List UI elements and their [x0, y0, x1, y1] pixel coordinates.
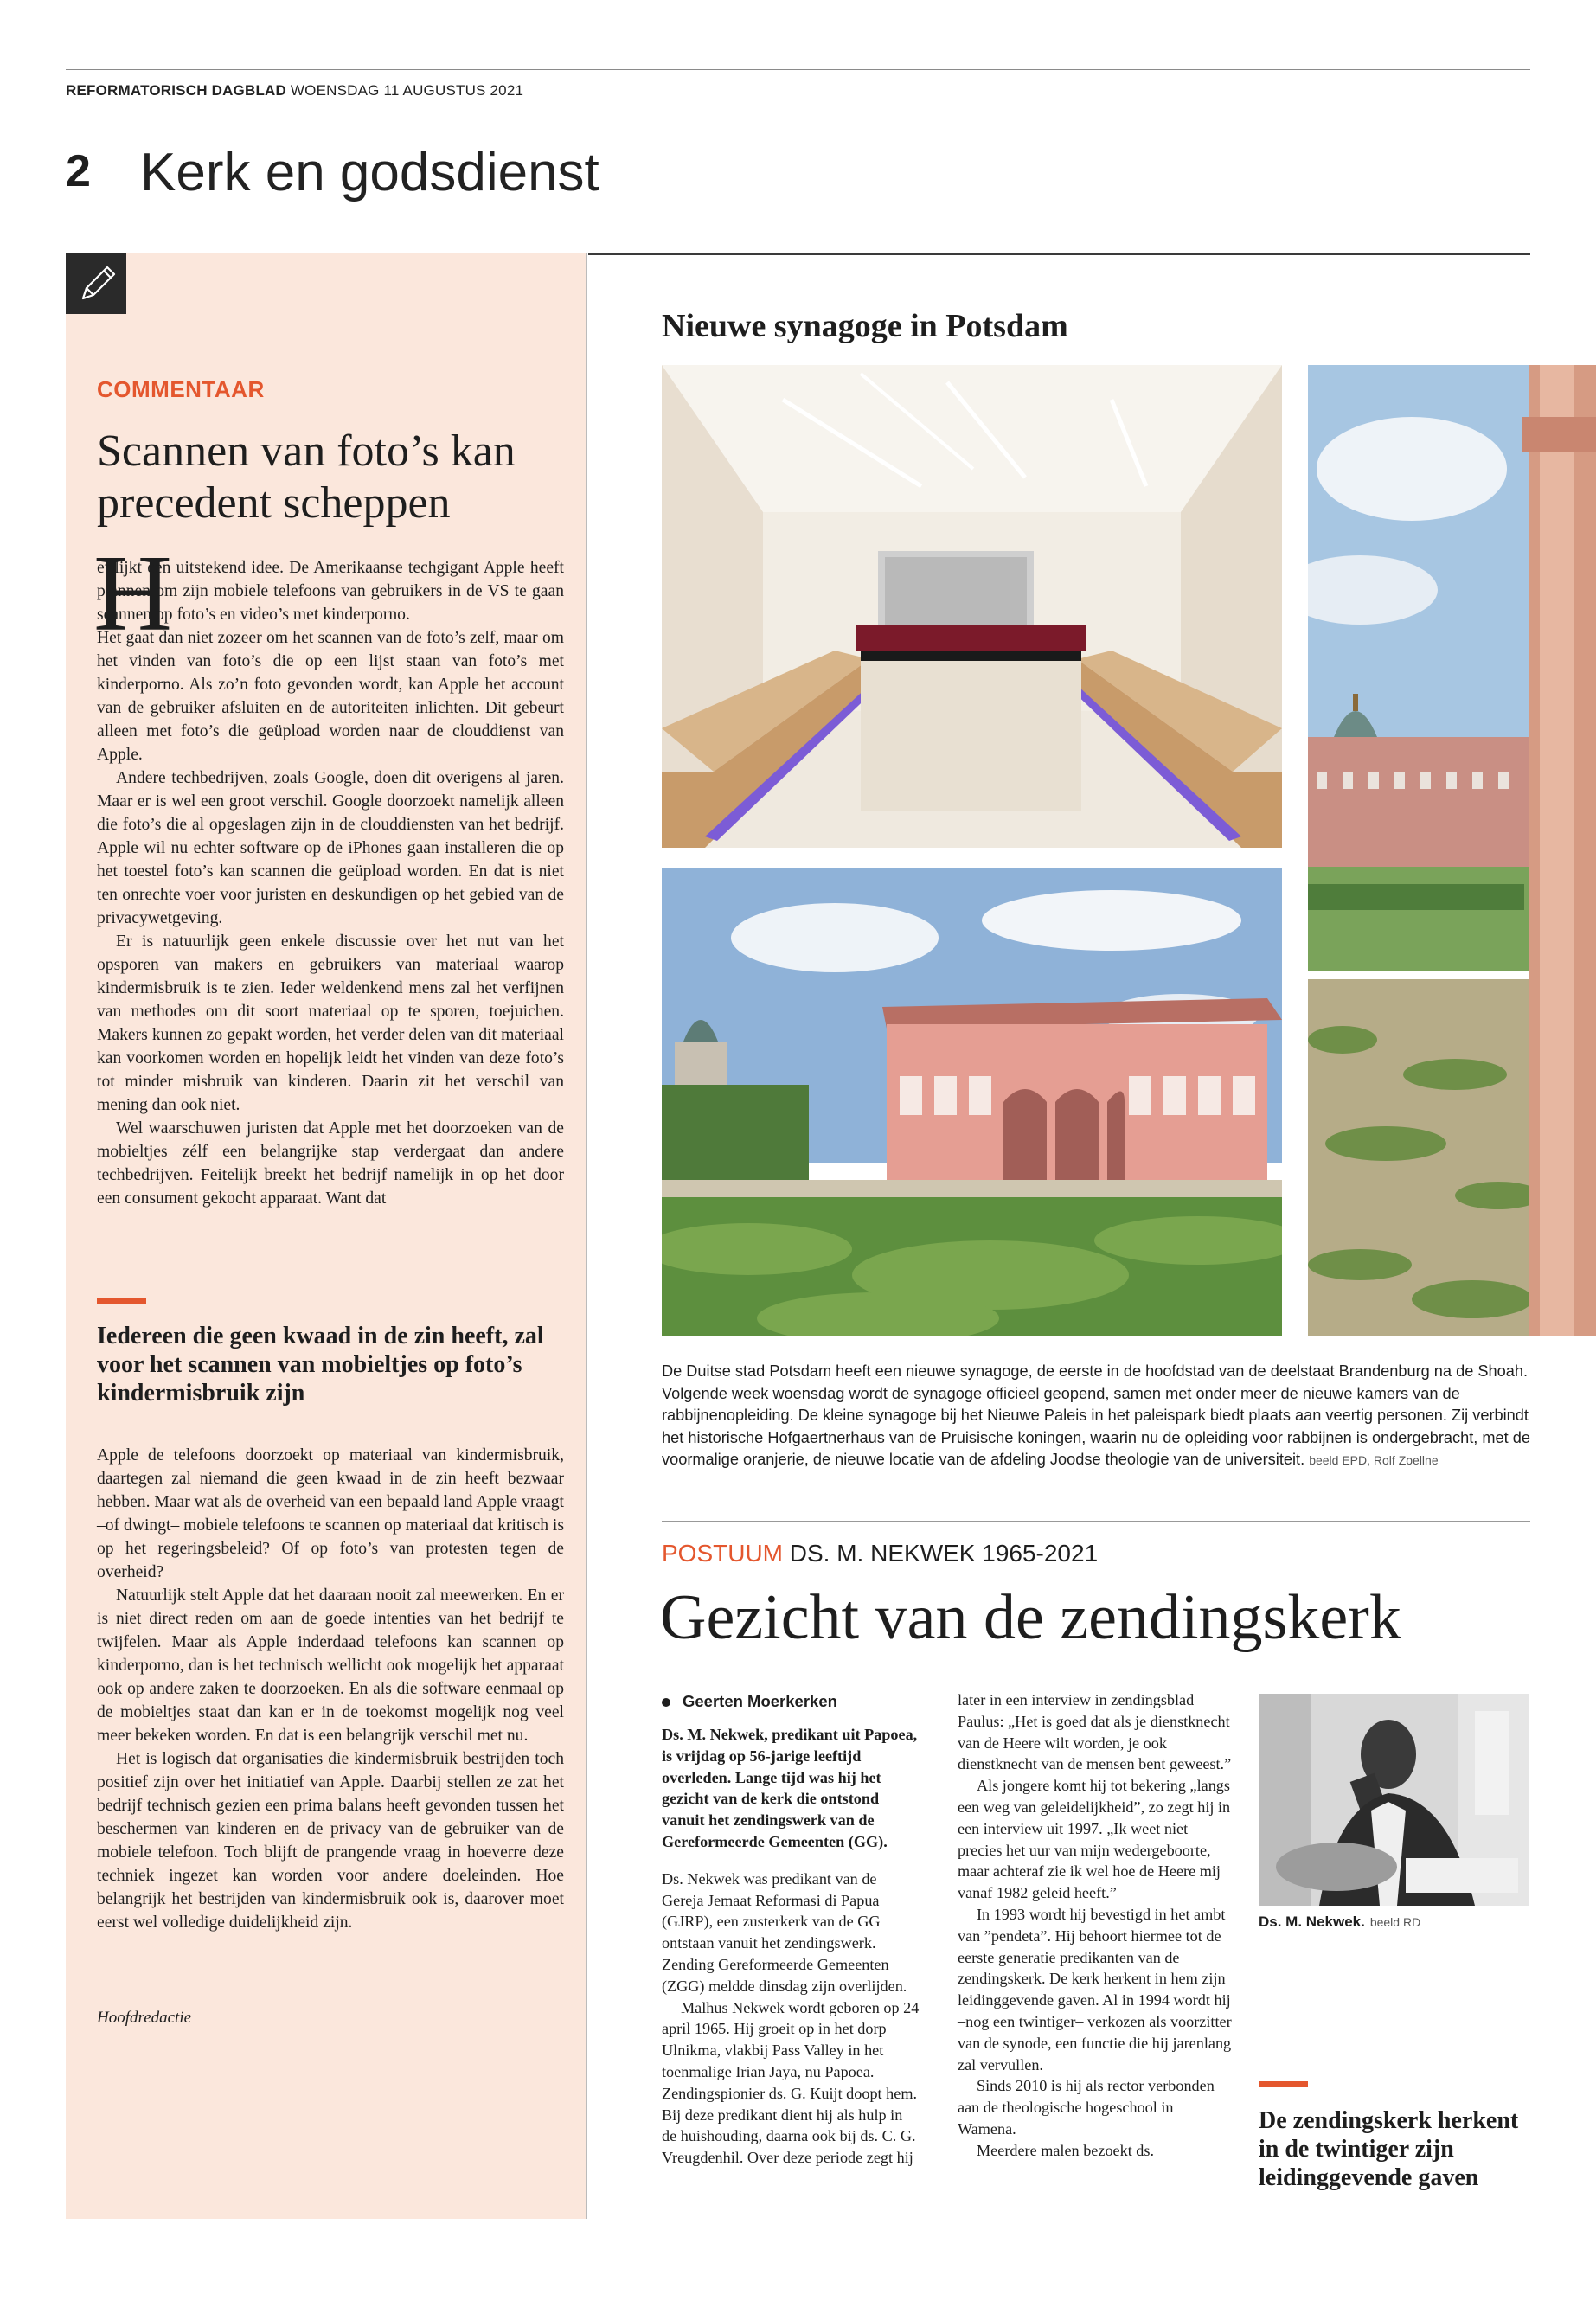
caption-text: De Duitse stad Potsdam heeft een nieuwe synagoge, de eerste in de hoofdstad van de deelstaat Brandenburg na de Shoah. Volgende week woensdag wordt de synagoge officieel geopend, samen met onder meer de nieuwe kamers van de rabbijnenopleiding. De kleine synagoge bij het Nieuwe Paleis in het paleispark biedt plaats aan veertig personen. Zij verbindt het historische Hofgaertnerhaus van de Pruisische koningen, waarin nu de opleiding voor rabbijnen is ondergebracht, met de voormalige oranjerie, de nieuwe locatie van de afdeling Joodse theologie van de universiteit. — [662, 1362, 1530, 1468]
paragraph: Sinds 2010 is hij als rector verbonden aan de theologische hogeschool in Wamena. — [958, 2077, 1215, 2138]
photo-caption — [662, 1361, 1530, 1472]
obituary-intro: Ds. M. Nekwek, predikant uit Papoea, is vrijdag op 56-jarige leeftijd overleden. Lange tijd was hij het gezicht van de kerk die ontstond vanuit het zendingswerk van de Gereformeerde Gemeenten (GG). — [662, 1726, 918, 1850]
photo-headline: Nieuwe synagoge in Potsdam — [662, 308, 1068, 344]
paragraph: Apple de telefoons doorzoekt op materiaal van kindermisbruik, daartegen zal niemand die geen kwaad in de zin heeft bezwaar hebben. Maar wat als de overheid van een bepaald land Apple vraagt –of dwingt– mobiele telefoons te scannen op materiaal dat kritisch is op het regeringsbeleid? Of op foto’s van protesten tegen de overheid? — [97, 1446, 564, 1581]
commentary-title: Scannen van foto’s kan precedent scheppen — [97, 426, 516, 528]
quote-accent-bar — [97, 1298, 146, 1304]
paragraph: Meerdere malen bezoekt ds. — [977, 2141, 1155, 2159]
byline-author: Geerten Moerkerken — [683, 1692, 837, 1710]
top-rule — [66, 69, 1530, 70]
obituary-kicker-label: POSTUUM — [662, 1540, 783, 1567]
obituary-kicker-name: DS. M. NEKWEK 1965-2021 — [789, 1540, 1099, 1567]
commentary-body-bottom — [97, 1444, 564, 1934]
obituary-title: Gezicht van de zendingskerk — [660, 1582, 1401, 1653]
obituary-kicker — [662, 1540, 1098, 1567]
issue-date: WOENSDAG 11 AUGUSTUS 2021 — [290, 82, 524, 99]
portrait-photo — [1259, 1694, 1529, 1906]
obituary-quote-accent-bar — [1259, 2081, 1308, 2087]
section-divider — [662, 1521, 1530, 1522]
bullet-icon — [662, 1698, 670, 1707]
column-divider — [586, 253, 587, 2219]
page-number: 2 — [66, 146, 91, 196]
paragraph: Als jongere komt hij tot bekering „langs een weg van geleidelijkheid”, zo zegt hij in een interview uit 1997. „Ik weet niet precies het uur van mijn wedergeboorte, maar achteraf zie ik wel hoe de Heere mij vanaf 1982 geleid heeft.” — [958, 1777, 1231, 1902]
lead-paragraph-indented: et lijkt een uitstekend idee. De Amerikaanse techgigant Apple heeft plannen om zijn mobiele telefoons van gebruikers in de VS te gaan scannen op foto’s en video’s met kinderporno. — [97, 559, 564, 624]
section-title: Kerk en godsdienst — [140, 143, 599, 202]
paragraph: Ds. Nekwek was predikant van de Gereja Jemaat Reformasi di Papua (GJRP), een zusterkerk van de GG ontstaan vanuit het zendingswerk. Zending Gereformeerde Gemeenten (ZGG) meldde dinsdag zijn overlijden. — [662, 1869, 907, 1995]
byline — [662, 1692, 837, 1711]
signoff: Hoofdredactie — [97, 2009, 192, 2027]
orangery-photo — [662, 868, 1282, 1336]
photo-credit: beeld EPD, Rolf Zoellne — [1309, 1453, 1439, 1467]
portrait-caption-text: Ds. M. Nekwek. — [1259, 1913, 1365, 1930]
paragraph: Natuurlijk stelt Apple dat het daaraan nooit zal meewerken. En er is niet direct reden om aan de goede intenties van het bedrijf te twijfelen. Maar als Apple inderdaad telefoons kan scannen op kinderporno, dan is het technisch wellicht ook mogelijk het apparaat ook op andere zaken te doorzoeken. En als die software eenmaal op de mobieltjes staat dan kan er in de toekomst mogelijk nog veel meer bekeken worden. En dat is een belangrijk verschil met nu. — [97, 1586, 564, 1745]
commentary-kicker: COMMENTAAR — [97, 376, 265, 402]
section-rule — [588, 253, 1530, 255]
synagogue-interior-photo — [662, 365, 1282, 848]
paragraph: Het is logisch dat organisaties die kindermisbruik bestrijden toch positief zijn over het initiatief van Apple. Daarbij stellen ze zat het bedrijf technisch gezien een prima balans heeft gevonden tussen het beschermen van kinderen en de privacy van de gebruiker van de mobiele telefoon. Toch blijft de prangende vraag in hoeverre deze techniek ingezet kan worden voor andere doeleinden. Hoe belangrijk het bestrijden van kindermisbruik ook is, daarover moet eerst wel volledige duidelijkheid zijn. — [97, 1750, 564, 1932]
obituary-pull-quote: De zendingskerk herkent in de twintiger zijn leidinggevende gaven — [1259, 2107, 1519, 2191]
paragraph: later in een interview in zendingsblad Paulus: „Het is goed dat als je dienstknecht van de Heere wilt worden, je ook dienstknecht van de mensen bent geweest.” — [958, 1691, 1232, 1773]
commentary-pull-quote: Iedereen die geen kwaad in de zin heeft, zal voor het scannen van mobieltjes op foto’s kindermisbruik zijn — [97, 1323, 544, 1407]
palace-garden-photo — [1308, 365, 1596, 1336]
lead-paragraph-rest: Het gaat dan niet zozeer om het scannen van de foto’s zelf, maar om het vinden van foto’s die op een lijst staan van foto’s met kinderporno. Als zo’n foto gevonden wordt, kan Apple het account van de gebruiker afsluiten en de autoriteiten inlichten. Dit gebeurt alleen met foto’s die geüpload worden naar de clouddienst van Apple. — [97, 629, 564, 764]
paragraph: Malhus Nekwek wordt geboren op 24 april 1965. Hij groeit op in het dorp Ulnikma, vlakbij Pass Valley in het toenmalige Irian Jaya, nu Papoea. Zendingspionier ds. G. Kuijt doopt hem. Bij deze predikant dient hij als hulp in de huishouding, daarna ook bij ds. C. G. Vreugdenhil. Over deze periode zegt hij — [662, 1998, 920, 2167]
paragraph: Andere techbedrijven, zoals Google, doen dit overigens al jaren. Maar er is wel een groot verschil. Google doorzoekt namelijk alleen die foto’s die al opgeslagen zijn in de clouddiensten van het bedrijf. Apple wil nu echter software op de iPhones gaan installeren die op het toestel foto’s kan scannen die geüpload worden. En dat is niet ten onrechte voer voor juristen en deskundigen op het gebied van de privacywetgeving. — [97, 769, 564, 927]
obituary-column-1 — [662, 1724, 921, 2169]
portrait-caption — [1259, 1913, 1420, 1931]
paragraph: In 1993 wordt hij bevestigd in het ambt van ”pendeta”. Hij behoort hiermee tot de eerste generatie predikanten van de zendingskerk. De kerk herkent in hem zijn leidinggevende gaven. Al in 1994 wordt hij –nog een twintiger– verkozen als voorzitter van de synode, een functie die hij jarenlang zal vervullen. — [958, 1905, 1232, 2073]
pencil-icon — [66, 253, 126, 314]
masthead — [66, 82, 523, 99]
obituary-column-2 — [958, 1689, 1234, 2162]
commentary-body-top — [97, 556, 564, 1210]
paragraph: Er is natuurlijk geen enkele discussie over het nut van het opsporen van makers en gebruikers van materiaal waarop kindermisbruik is te zien. Ieder weldenkend mens zal het verfijnen van methodes om dit soort materiaal op te sporen, toejuichen. Makers kunnen zo gepakt worden, het verder delen van dit materiaal kan voorkomen worden en hopelijk leidt het vinden van deze foto’s tot minder misbruik van kinderen. Daarin zit het verschil van mening dan ook niet. — [97, 933, 564, 1114]
paragraph: Wel waarschuwen juristen dat Apple met het doorzoeken van de mobieltjes zélf een belangrijke stap verdergaat dan andere techbedrijven. Feitelijk breekt het bedrijf namelijk in op het door een consument gekocht apparaat. Want dat — [97, 1119, 564, 1208]
portrait-credit: beeld RD — [1369, 1915, 1421, 1929]
paper-name: REFORMATORISCH DAGBLAD — [66, 82, 286, 99]
drop-cap: H — [93, 534, 172, 654]
